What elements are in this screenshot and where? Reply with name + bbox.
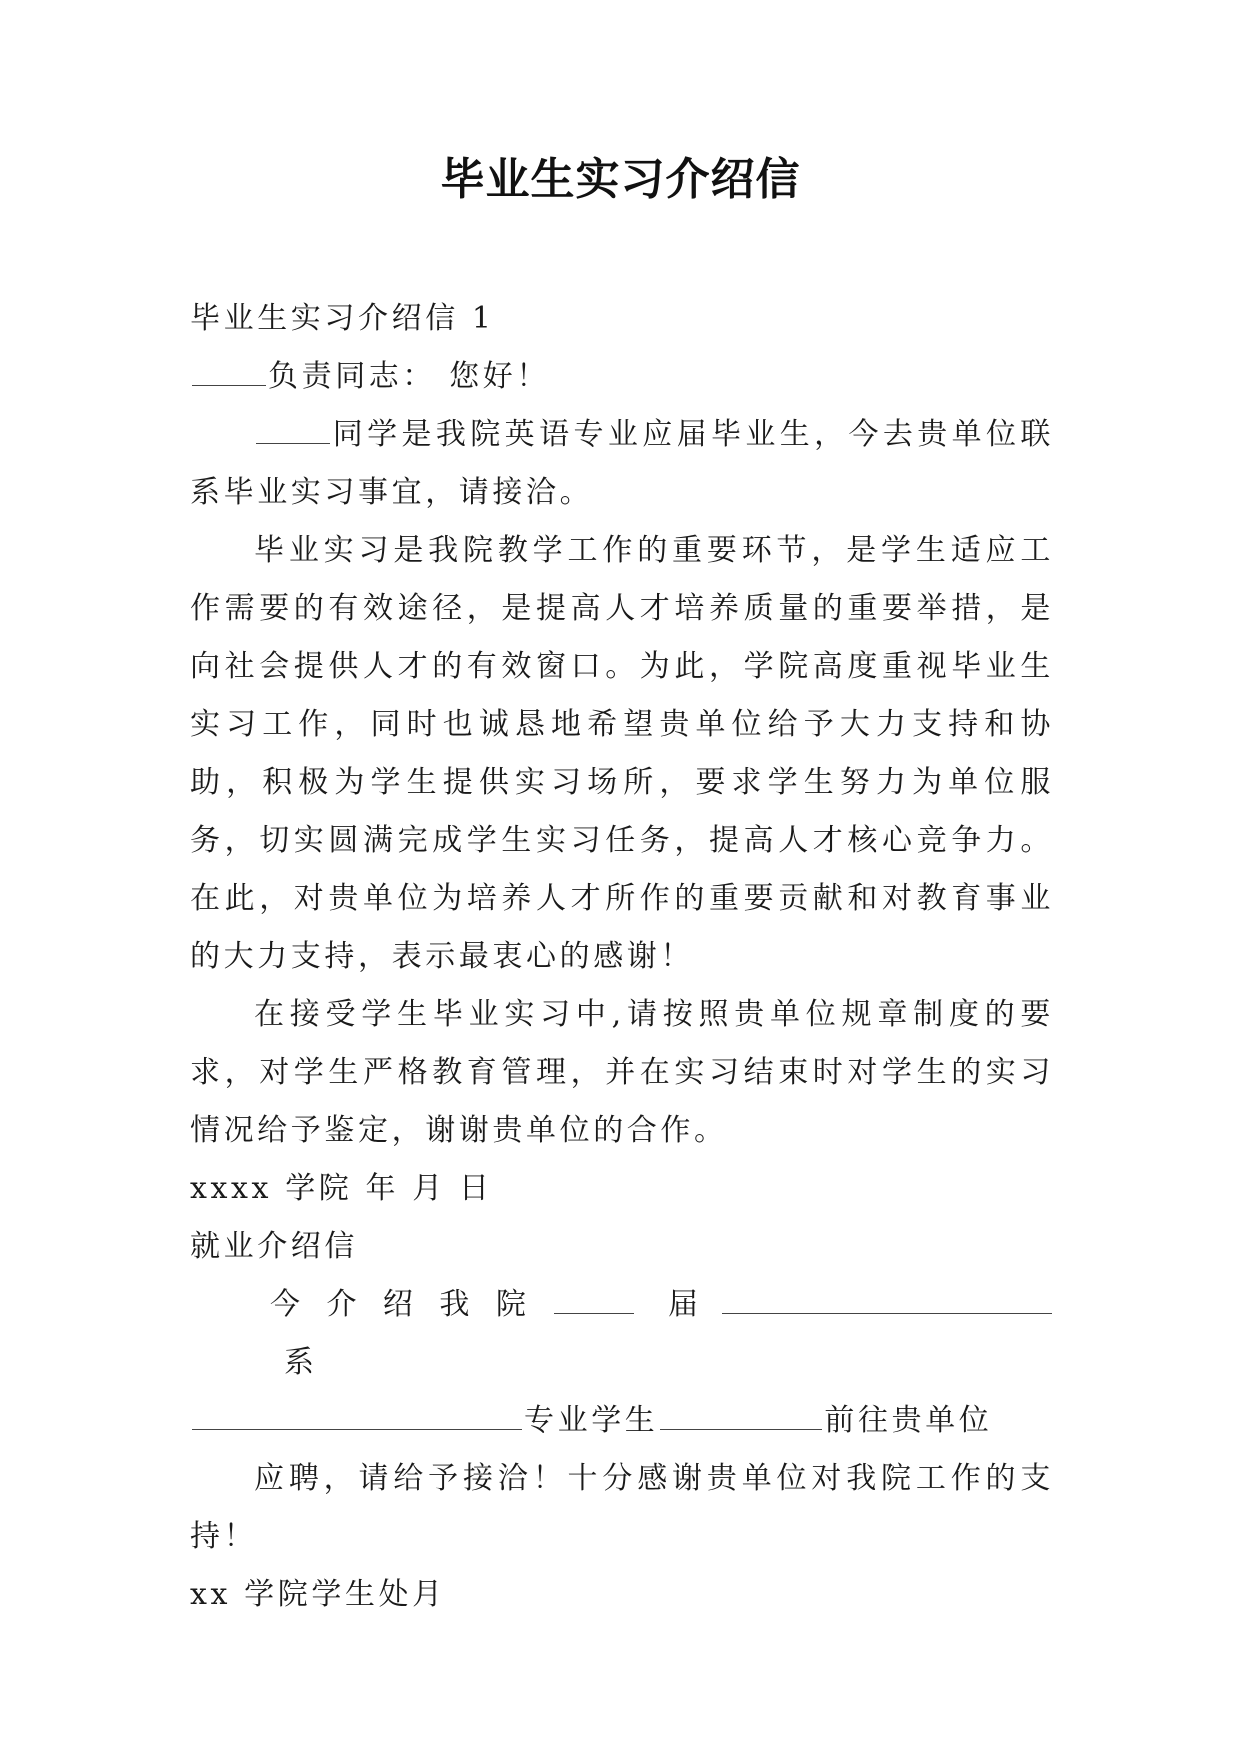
paragraph-3: 应聘，请给予接洽！十分感谢贵单位对我院工作的支持！ [190,1461,1054,1554]
name-blank [192,355,266,386]
student-name-blank [256,413,330,444]
intro2-text-d: 专业学生 [524,1403,659,1438]
intro2-line-2 [190,1392,1054,1450]
intro2-line-1 [190,1276,1054,1392]
intro2-text-a: 今介绍我院 [270,1287,553,1322]
intro-paragraph [190,406,1054,522]
signature-2: xx 学院学生处月 [190,1577,446,1612]
intro2-text-e: 前往贵单位 [824,1403,993,1438]
student-blank [660,1399,822,1430]
intro2-text-c: 系 [284,1345,318,1380]
intro-text: 同学是我院英语专业应届毕业生，今去贵单位联系毕业实习事宜，请接洽。 [190,417,1054,510]
major-blank [192,1399,522,1430]
salutation-line [190,348,1054,406]
letter2-heading: 就业介绍信 [190,1229,358,1264]
department-blank [722,1283,1052,1314]
year-blank [554,1283,634,1314]
document-title: 毕业生实习介绍信 [440,154,801,205]
salutation-text: 负责同志： 您好！ [268,359,550,394]
paragraph-2: 在接受学生毕业实习中,请按照贵单位规章制度的要求，对学生严格教育管理，并在实习结束时对学生的实习情况给予鉴定，谢谢贵单位的合作。 [190,997,1054,1148]
letter1-heading: 毕业生实习介绍信 1 [190,301,495,336]
signature-1: xxxx 学院 年 月 日 [190,1171,493,1206]
paragraph-1: 毕业实习是我院教学工作的重要环节，是学生适应工作需要的有效途径，是提高人才培养质量的重要举措，是向社会提供人才的有效窗口。为此，学院高度重视毕业生实习工作，同时也诚恳地希望贵单位给予大力支持和协助，积极为学生提供实习场所，要求学生努力为单位服务，切实圆满完成学生实习任务，提高人才核心竞争力。在此，对贵单位为培养人才所作的重要贡献和对教育事业的大力支持，表示最衷心的感谢！ [190,533,1054,974]
intro2-text-b: 届 [667,1287,707,1322]
document-body [190,290,1054,1624]
